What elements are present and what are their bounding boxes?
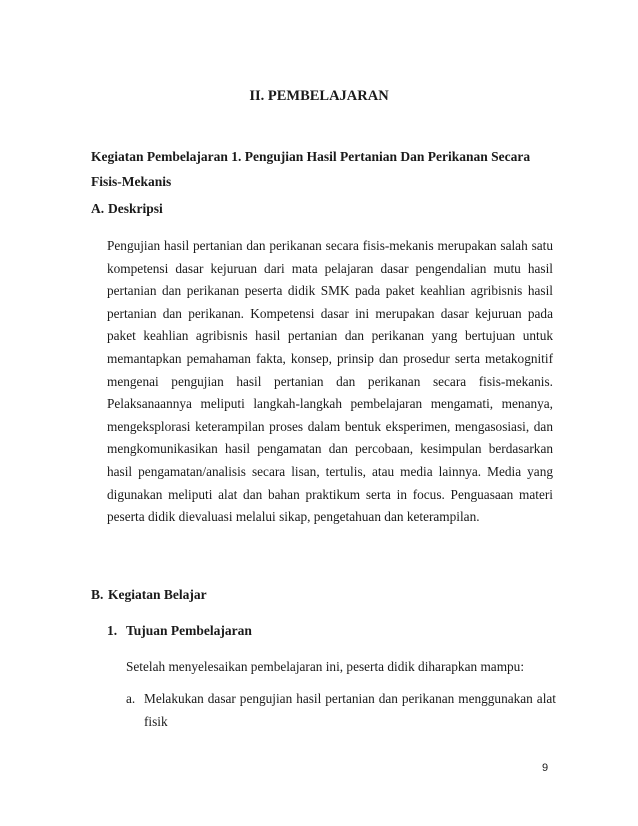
subsection-1-marker: 1. — [107, 623, 118, 638]
section-a-heading — [91, 201, 163, 217]
list-item-text: Melakukan dasar pengujian hasil pertanian dan perikanan menggunakan alat fisik — [144, 691, 556, 729]
subsection-1-title: Tujuan Pembelajaran — [126, 623, 252, 638]
section-a-marker: A. — [91, 201, 105, 216]
activity-title: Kegiatan Pembelajaran 1. Pengujian Hasil Pertanian Dan Perikanan Secara Fisis-Mekanis — [91, 149, 531, 189]
description-paragraph: Pengujian hasil pertanian dan perikanan secara fisis-mekanis merupakan salah satu kompetensi dasar kejuruan dari mata pelajaran dasar pengendalian mutu hasil pertanian dan perikanan peserta didik SMK pada paket keahlian agribisnis hasil pertanian dan perikanan. Kompetensi dasar ini merupakan dasar kejuruan pada paket keahlian agribisnis hasil pertanian dan perikanan yang bertujuan untuk memantapkan pemahaman fakta, konsep, prinsip dan prosedur serta metakognitif mengenai pengujian hasil pertanian dan perikanan secara fisis-mekanis. Pelaksanaannya meliputi langkah-langkah pembelajaran mengamati, menanya, mengeksplorasi keterampilan proses dalam bentuk eksperimen, mengasosiasi, dan mengkomunikasikan hasil pengamatan dan percobaan, kesimpulan berdasarkan hasil pengamatan/analisis secara lisan, tertulis, atau media lainnya. Media yang digunakan meliputi alat dan bahan praktikum serta in focus. Penguasaan materi peserta didik dievaluasi melalui sikap, pengetahuan dan keterampilan. — [107, 238, 553, 525]
list-item-marker: a. — [126, 691, 136, 706]
section-b-heading — [91, 587, 207, 603]
section-a-title: Deskripsi — [108, 201, 163, 216]
page-number: 9 — [542, 762, 549, 774]
chapter-title: II. PEMBELAJARAN — [249, 88, 389, 104]
subsection-1-heading — [107, 623, 252, 639]
list-item — [126, 688, 556, 733]
subsection-intro: Setelah menyelesaikan pembelajaran ini, peserta didik diharapkan mampu: — [126, 659, 525, 674]
section-b-marker: B. — [91, 587, 104, 602]
section-b-title: Kegiatan Belajar — [108, 587, 207, 602]
